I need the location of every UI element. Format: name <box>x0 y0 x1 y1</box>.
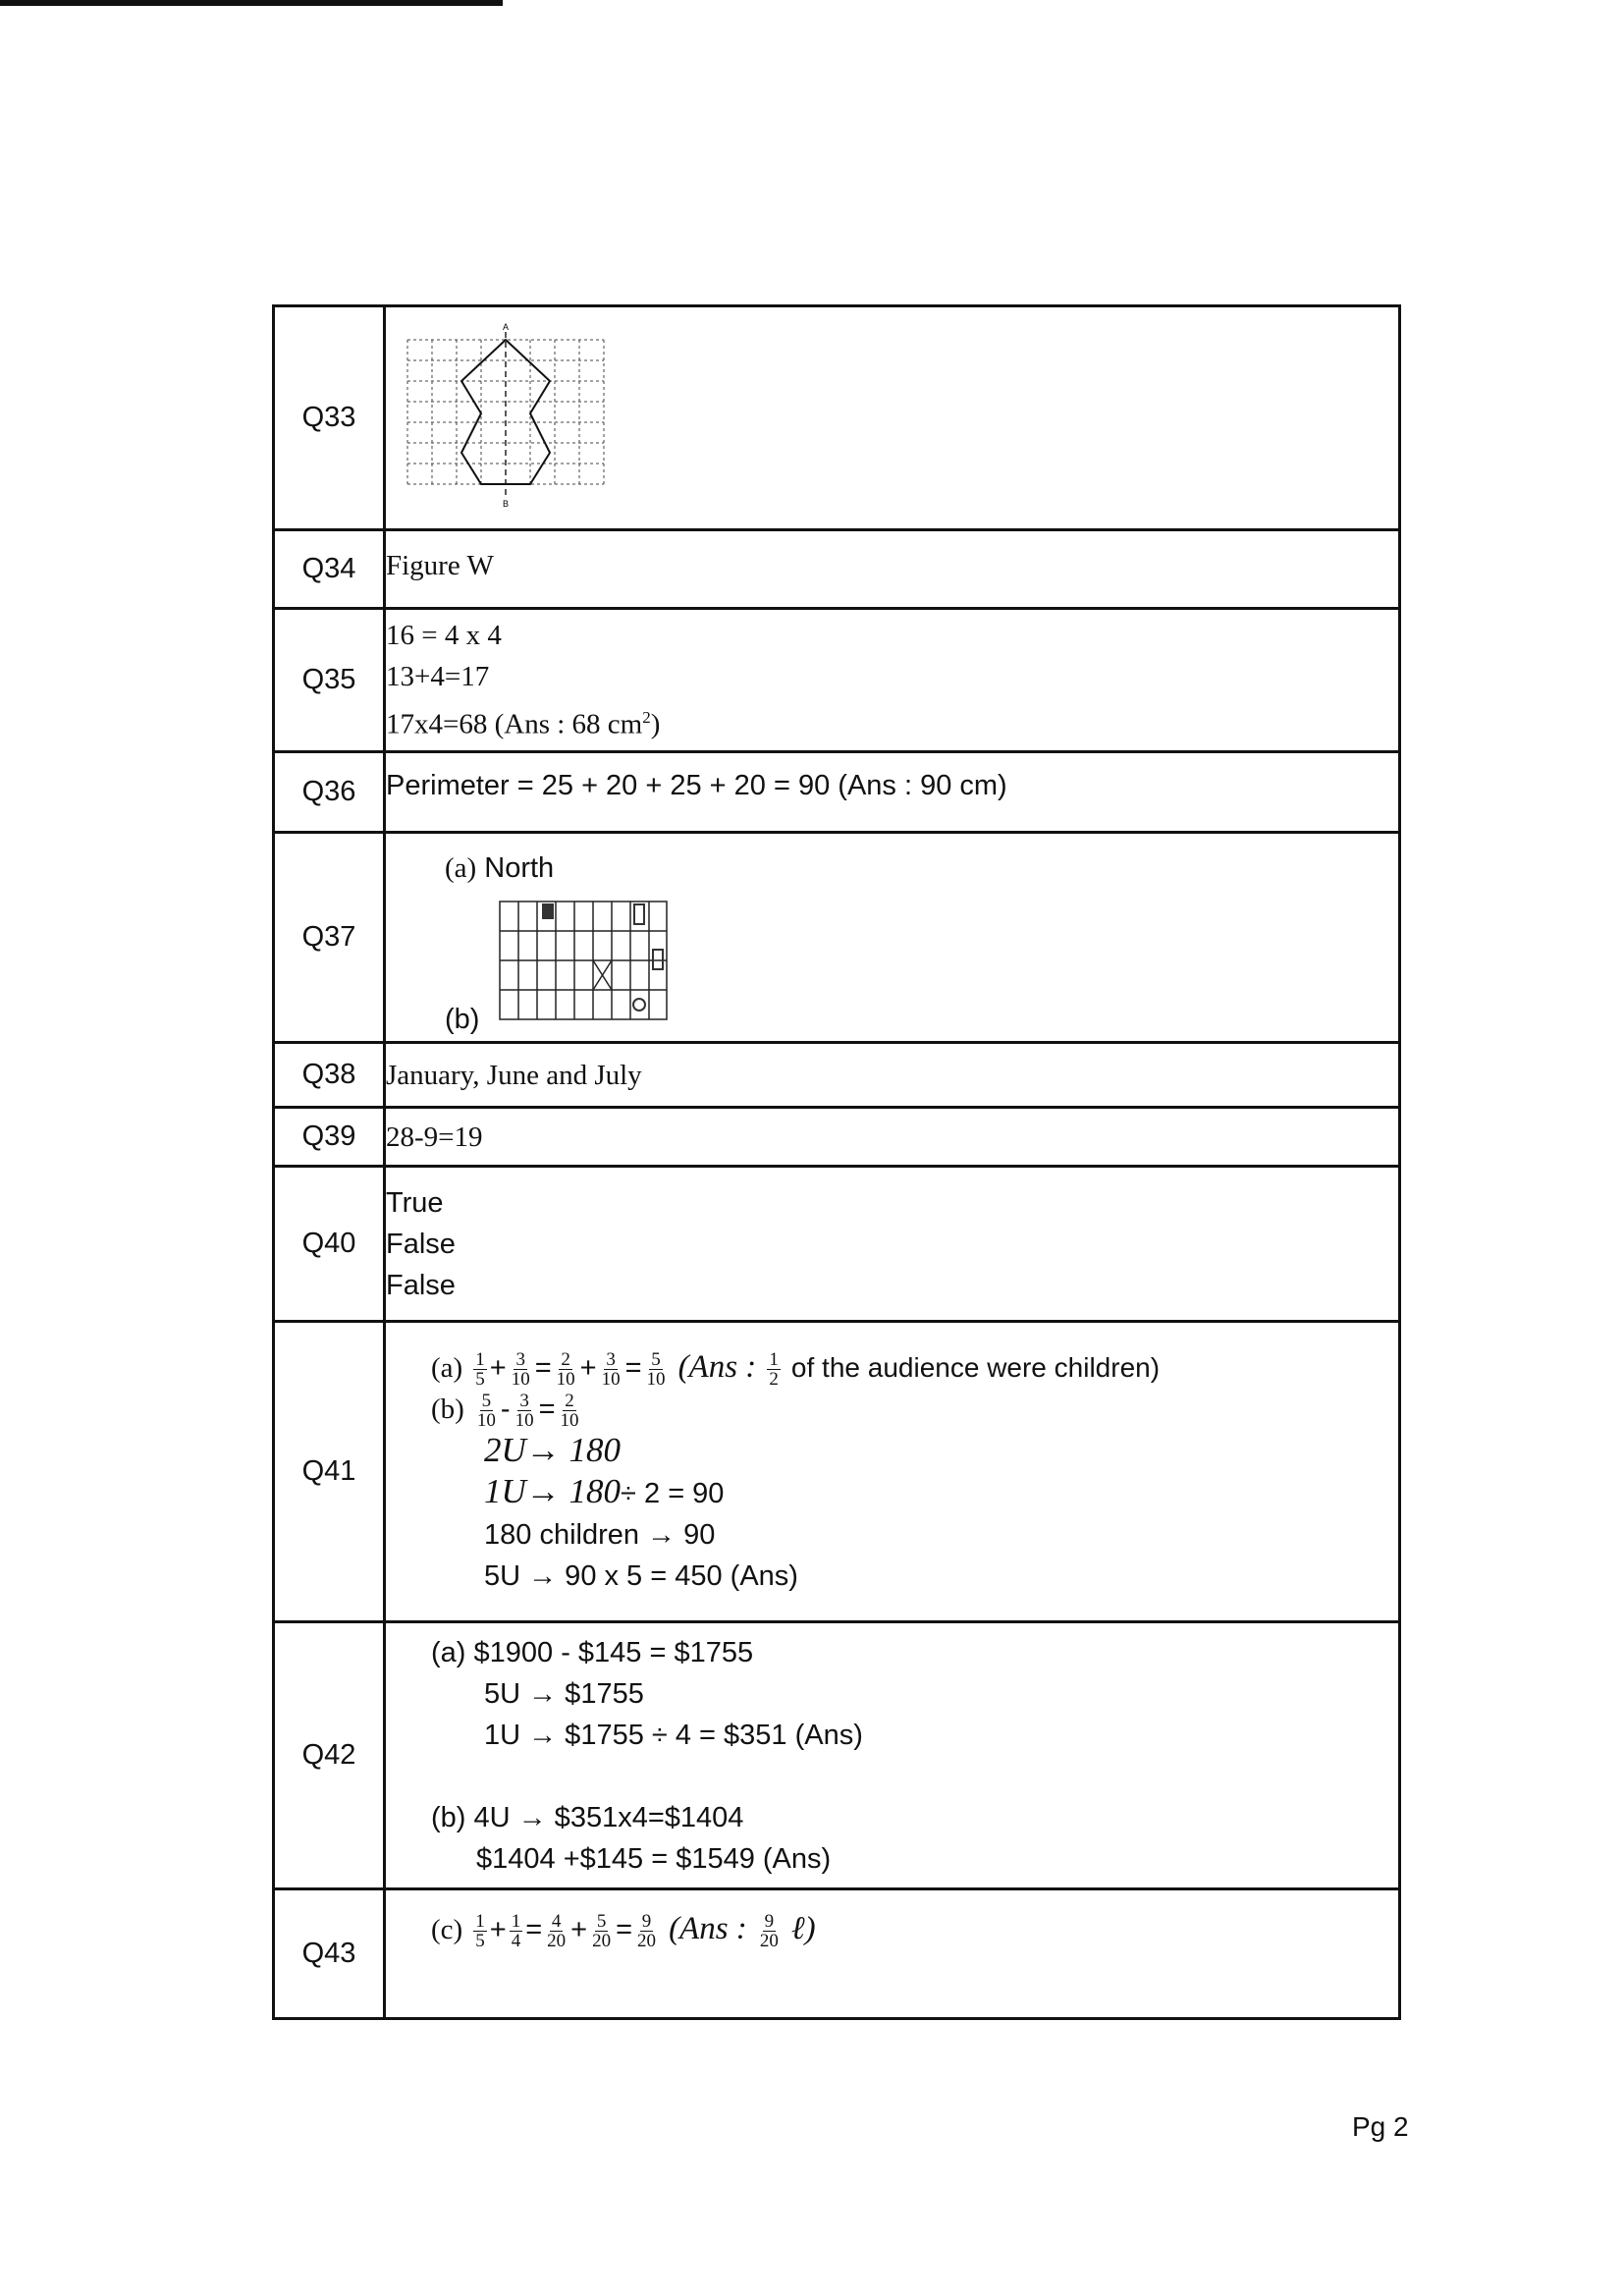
answer-text: Figure W <box>385 530 1400 609</box>
map-icon <box>634 904 644 924</box>
part-b-working: (b) $\frac{5}{10}$ - $\frac{3}{10}$ = $\frac{2}{10}$ <box>431 1390 579 1431</box>
answer-cell <box>385 1322 1400 1622</box>
grid-top-label: A <box>503 321 510 332</box>
top-rule <box>0 0 503 6</box>
question-label: Q42 <box>274 1622 385 1889</box>
working-line: 5U → 90 x 5 = 450 (Ans) <box>484 1560 798 1592</box>
row-q34 <box>274 530 1400 609</box>
map-grid-figure <box>499 901 676 1024</box>
question-label: Q35 <box>274 609 385 752</box>
row-q43 <box>274 1889 1400 2019</box>
true-false-item: True <box>386 1186 444 1219</box>
answer-text: Perimeter = 25 + 20 + 25 + 20 = 90 (Ans : 90 cm) <box>385 752 1400 833</box>
working-line: 1U → $1755 ÷ 4 = $351 (Ans) <box>484 1719 863 1751</box>
answer-cell <box>385 833 1400 1043</box>
row-q39 <box>274 1108 1400 1167</box>
part-a-working: (a) $\frac{1}{5}$ + $\frac{3}{10}$ = $\frac{2}{10}$ + $\frac{3}{10}$ = $\frac{5}{10}$ (Ans : $\frac{1}{2}$ of the audience were children) <box>431 1348 1161 1390</box>
answer-cell <box>385 306 1400 530</box>
working-line: 180 children → 90 <box>484 1519 716 1551</box>
spacer <box>386 1756 1398 1797</box>
map-icon <box>653 950 663 969</box>
question-label: Q37 <box>274 833 385 1043</box>
answer-cell <box>385 1889 1400 2019</box>
working-line: $1404 +$145 = $1549 (Ans) <box>476 1842 832 1875</box>
working-line: (a) $1900 - $145 = $1755 <box>431 1636 754 1668</box>
row-q37 <box>274 833 1400 1043</box>
working-line: 1U→ 180÷ 2 = 90 <box>484 1472 725 1510</box>
symmetry-grid-figure <box>398 320 614 517</box>
page-number: Pg 2 <box>1352 2111 1409 2142</box>
answer-text: January, June and July <box>385 1043 1400 1108</box>
working-line: 16 = 4 x 4 <box>386 620 502 652</box>
working-line: 2U→ 180 <box>484 1431 622 1469</box>
question-label: Q33 <box>274 306 385 530</box>
true-false-item: False <box>386 1228 456 1260</box>
answer-cell <box>385 609 1400 752</box>
working-line: 17x4=68 (Ans : 68 $cm^2$) <box>386 708 661 740</box>
part-c-working: (c) $\frac{1}{5}$ + $\frac{1}{4}$ = $\frac{4}{20}$ + $\frac{5}{20}$ = $\frac{9}{20}$ (Ans : $\frac{9}{20}$ ℓ) <box>431 1910 816 1951</box>
answer-cell <box>385 1167 1400 1322</box>
working-line: 13+4=17 <box>386 661 490 693</box>
working-line: (b) 4U → $351x4=$1404 <box>431 1801 744 1833</box>
part-a: (a) North <box>445 852 555 884</box>
question-label: Q36 <box>274 752 385 833</box>
row-q33 <box>274 306 1400 530</box>
working-line: 5U → $1755 <box>484 1677 644 1710</box>
question-label: Q38 <box>274 1043 385 1108</box>
part-b: (b) <box>445 1004 480 1035</box>
question-label: Q43 <box>274 1889 385 2019</box>
grid-bottom-label: B <box>503 498 510 509</box>
row-q41 <box>274 1322 1400 1622</box>
question-label: Q34 <box>274 530 385 609</box>
row-q40 <box>274 1167 1400 1322</box>
answer-text: 28-9=19 <box>385 1108 1400 1167</box>
row-q36 <box>274 752 1400 833</box>
map-icon <box>542 903 554 919</box>
answer-cell <box>385 1622 1400 1889</box>
true-false-item: False <box>386 1269 456 1301</box>
question-label: Q40 <box>274 1167 385 1322</box>
answer-table <box>272 304 1401 2020</box>
row-q38 <box>274 1043 1400 1108</box>
question-label: Q41 <box>274 1322 385 1622</box>
row-q42 <box>274 1622 1400 1889</box>
question-label: Q39 <box>274 1108 385 1167</box>
map-icon <box>633 999 645 1011</box>
row-q35 <box>274 609 1400 752</box>
